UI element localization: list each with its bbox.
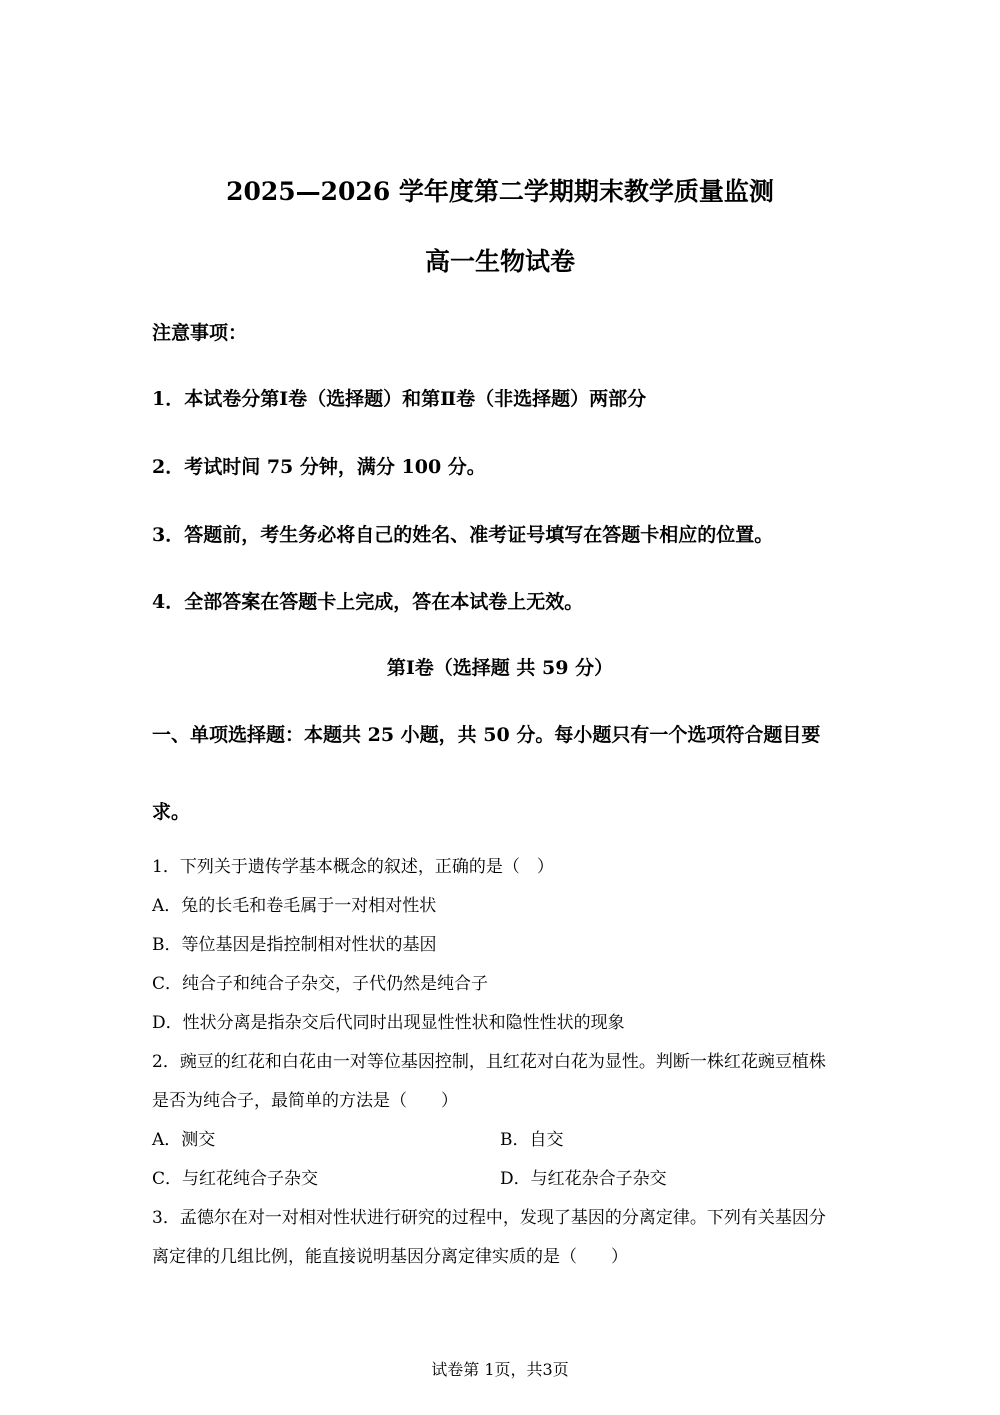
- exam-title: 2025—2026 学年度第二学期期末教学质量监测: [226, 177, 774, 206]
- question-1-option-c: C．纯合子和纯合子杂交，子代仍然是纯合子: [152, 974, 489, 994]
- notice-heading: 注意事项：: [152, 322, 248, 344]
- question-2-option-a: A．测交: [152, 1130, 216, 1150]
- question-1-stem: 1．下列关于遗传学基本概念的叙述，正确的是（ ）: [152, 857, 554, 877]
- question-1-option-b: B．等位基因是指控制相对性状的基因: [152, 935, 437, 955]
- question-3-stem-line1: 3．孟德尔在对一对相对性状进行研究的过程中，发现了基因的分离定律。下列有关基因分: [152, 1208, 826, 1228]
- page-footer: 试卷第 1页，共3页: [431, 1360, 569, 1379]
- question-3-stem-line2: 离定律的几组比例，能直接说明基因分离定律实质的是（ ）: [152, 1247, 628, 1267]
- question-2-stem-line2: 是否为纯合子，最简单的方法是（ ）: [152, 1091, 458, 1111]
- question-2-option-d: D．与红花杂合子杂交: [500, 1169, 667, 1189]
- question-1-option-a: A．兔的长毛和卷毛属于一对相对性状: [152, 896, 437, 916]
- notice-item-2: 2．考试时间 75 分钟，满分 100 分。: [152, 456, 486, 478]
- exam-subtitle: 高一生物试卷: [424, 247, 575, 276]
- question-2-option-c: C．与红花纯合子杂交: [152, 1169, 319, 1189]
- notice-item-1: 1．本试卷分第Ⅰ卷（选择题）和第Ⅱ卷（非选择题）两部分: [152, 388, 647, 410]
- notice-item-3: 3．答题前，考生务必将自己的姓名、准考证号填写在答题卡相应的位置。: [152, 524, 774, 546]
- question-2-stem-line1: 2．豌豆的红花和白花由一对等位基因控制，且红花对白花为显性。判断一株红花豌豆植株: [152, 1052, 826, 1072]
- notice-item-4: 4．全部答案在答题卡上完成，答在本试卷上无效。: [152, 591, 584, 613]
- question-2-option-b: B．自交: [500, 1130, 564, 1150]
- section-instruction-line2: 求。: [152, 801, 191, 823]
- question-1-option-d: D．性状分离是指杂交后代同时出现显性性状和隐性性状的现象: [152, 1013, 625, 1033]
- part1-heading: 第Ⅰ卷（选择题 共 59 分）: [386, 657, 614, 679]
- section-instruction-line1: 一、单项选择题：本题共 25 小题，共 50 分。每小题只有一个选项符合题目要: [152, 724, 821, 746]
